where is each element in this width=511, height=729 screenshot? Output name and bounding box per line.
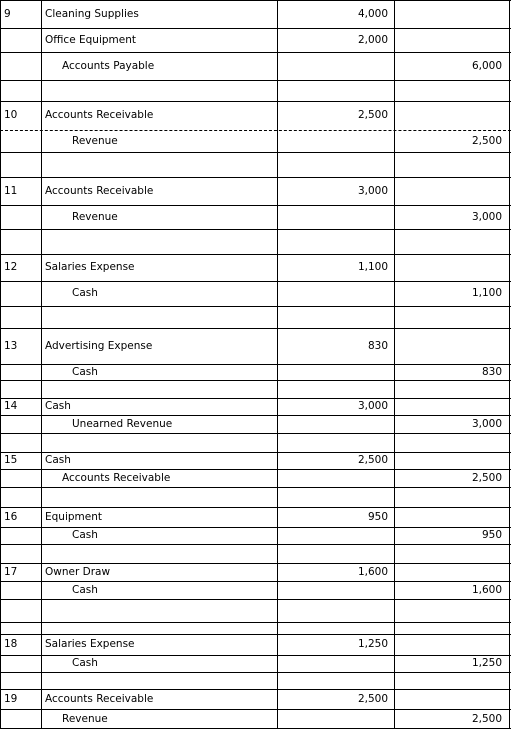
debit-text: 2,500: [357, 109, 388, 122]
journal-row: [0, 229, 511, 254]
account-text: Cash: [72, 529, 98, 542]
entry-number-cell[interactable]: [0, 380, 41, 398]
debit-cell[interactable]: [277, 101, 394, 130]
entry-number-text: 19: [4, 692, 18, 705]
entry-number-text: 16: [4, 510, 18, 523]
journal-row: [0, 634, 511, 655]
debit-cell[interactable]: [277, 487, 394, 507]
journal-row: [0, 205, 511, 229]
entry-number-cell[interactable]: [0, 254, 41, 281]
account-cell[interactable]: [41, 709, 277, 729]
account-cell[interactable]: [41, 380, 277, 398]
debit-cell[interactable]: [277, 655, 394, 672]
grid-line: [0, 622, 511, 623]
journal-row: [0, 177, 511, 205]
account-text: Cash: [72, 287, 98, 300]
journal-row: [0, 709, 511, 729]
account-text: Accounts Receivable: [45, 109, 154, 122]
journal-row: [0, 415, 511, 433]
credit-text: 2,500: [471, 712, 502, 725]
debit-text: 2,500: [357, 692, 388, 705]
entry-number-cell[interactable]: [0, 229, 41, 254]
credit-text: 1,600: [471, 583, 502, 596]
credit-cell[interactable]: [394, 0, 510, 28]
grid-line: [0, 80, 511, 81]
debit-cell[interactable]: [277, 177, 394, 205]
entry-number-cell[interactable]: [0, 177, 41, 205]
account-cell[interactable]: [41, 0, 277, 28]
entry-number-cell[interactable]: [0, 689, 41, 709]
debit-text: 3,000: [357, 400, 388, 413]
entry-number-cell[interactable]: [0, 622, 41, 634]
account-cell[interactable]: [41, 130, 277, 152]
credit-text: 3,000: [471, 417, 502, 430]
debit-cell[interactable]: [277, 622, 394, 634]
grid-line: [0, 28, 511, 29]
grid-line: [0, 563, 511, 564]
account-cell[interactable]: [41, 177, 277, 205]
grid-line: [0, 487, 511, 488]
grid-line: [0, 328, 511, 329]
debit-text: 1,600: [357, 565, 388, 578]
account-text: Cash: [45, 400, 71, 413]
account-cell[interactable]: [41, 581, 277, 599]
journal-row: [0, 254, 511, 281]
grid-line: [0, 0, 511, 1]
journal-row: [0, 672, 511, 689]
debit-cell[interactable]: [277, 28, 394, 52]
credit-text: 3,000: [471, 210, 502, 223]
grid-line: [0, 415, 511, 416]
entry-number-cell[interactable]: [0, 306, 41, 328]
journal-row: [0, 527, 511, 544]
account-text: Salaries Expense: [45, 638, 135, 651]
credit-cell[interactable]: [394, 655, 510, 672]
debit-cell[interactable]: [277, 152, 394, 177]
debit-text: 1,250: [357, 638, 388, 651]
credit-text: 2,500: [471, 134, 502, 147]
entry-number-text: 13: [4, 339, 18, 352]
account-cell[interactable]: [41, 229, 277, 254]
entry-number-cell[interactable]: [0, 0, 41, 28]
account-cell[interactable]: [41, 415, 277, 433]
debit-cell[interactable]: [277, 281, 394, 306]
journal-row: [0, 380, 511, 398]
grid-line: [0, 229, 511, 230]
account-cell[interactable]: [41, 634, 277, 655]
grid-line: [0, 527, 511, 528]
grid-line: [0, 398, 511, 399]
credit-cell[interactable]: [394, 469, 510, 487]
account-cell[interactable]: [41, 563, 277, 581]
account-cell[interactable]: [41, 205, 277, 229]
credit-text: 1,250: [471, 657, 502, 670]
account-cell[interactable]: [41, 152, 277, 177]
journal-row: [0, 622, 511, 634]
grid-line: [0, 507, 511, 508]
entry-number-cell[interactable]: [0, 672, 41, 689]
credit-cell[interactable]: [394, 527, 510, 544]
entry-number-cell[interactable]: [0, 452, 41, 469]
entry-number-cell[interactable]: [0, 28, 41, 52]
credit-cell[interactable]: [394, 229, 510, 254]
entry-number-cell[interactable]: [0, 101, 41, 130]
grid-line: [0, 52, 511, 53]
journal-row: [0, 433, 511, 452]
entry-number-cell[interactable]: [0, 507, 41, 527]
entry-number-cell[interactable]: [0, 469, 41, 487]
credit-cell[interactable]: [394, 101, 510, 130]
grid-line: [0, 544, 511, 545]
credit-cell[interactable]: [394, 433, 510, 452]
journal-row: [0, 328, 511, 364]
journal-row: [0, 689, 511, 709]
journal-row: [0, 581, 511, 599]
debit-cell[interactable]: [277, 205, 394, 229]
account-text: Owner Draw: [45, 565, 111, 578]
entry-number-text: 9: [4, 7, 11, 20]
journal-row: [0, 52, 511, 80]
account-cell[interactable]: [41, 364, 277, 380]
account-text: Accounts Receivable: [45, 184, 154, 197]
grid-line: [0, 599, 511, 600]
debit-text: 2,500: [357, 454, 388, 467]
account-text: Revenue: [72, 134, 118, 147]
entry-number-cell[interactable]: [0, 433, 41, 452]
account-cell[interactable]: [41, 599, 277, 622]
credit-cell[interactable]: [394, 415, 510, 433]
credit-cell[interactable]: [394, 563, 510, 581]
journal-row: [0, 130, 511, 152]
account-cell[interactable]: [41, 28, 277, 52]
debit-cell[interactable]: [277, 563, 394, 581]
debit-cell[interactable]: [277, 672, 394, 689]
credit-cell[interactable]: [394, 689, 510, 709]
credit-cell[interactable]: [394, 487, 510, 507]
grid-line: [0, 281, 511, 282]
debit-cell[interactable]: [277, 689, 394, 709]
debit-text: 950: [367, 510, 388, 523]
account-cell[interactable]: [41, 452, 277, 469]
entry-number-cell[interactable]: [0, 130, 41, 152]
entry-number-text: 12: [4, 261, 18, 274]
grid-line: [0, 306, 511, 307]
journal-row: [0, 398, 511, 415]
journal-row: [0, 487, 511, 507]
debit-cell[interactable]: [277, 306, 394, 328]
credit-cell[interactable]: [394, 398, 510, 415]
grid-line: [0, 452, 511, 453]
entry-number-cell[interactable]: [0, 655, 41, 672]
grid-line: [0, 152, 511, 153]
credit-text: 6,000: [471, 59, 502, 72]
debit-cell[interactable]: [277, 52, 394, 80]
account-text: Salaries Expense: [45, 261, 135, 274]
account-cell[interactable]: [41, 101, 277, 130]
account-cell[interactable]: [41, 672, 277, 689]
grid-line: [0, 177, 511, 178]
entry-number-cell[interactable]: [0, 599, 41, 622]
entry-number-cell[interactable]: [0, 415, 41, 433]
account-text: Revenue: [62, 712, 108, 725]
entry-number-cell[interactable]: [0, 205, 41, 229]
entry-number-cell[interactable]: [0, 328, 41, 364]
grid-line: [0, 130, 511, 131]
credit-cell[interactable]: [394, 306, 510, 328]
entry-number-text: 18: [4, 638, 18, 651]
credit-cell[interactable]: [394, 80, 510, 101]
grid-line: [0, 254, 511, 255]
entry-number-cell[interactable]: [0, 52, 41, 80]
account-text: Cash: [45, 454, 71, 467]
credit-cell[interactable]: [394, 177, 510, 205]
debit-cell[interactable]: [277, 254, 394, 281]
account-cell[interactable]: [41, 52, 277, 80]
account-text: Accounts Receivable: [45, 692, 154, 705]
credit-cell[interactable]: [394, 328, 510, 364]
credit-text: 950: [481, 529, 502, 542]
entry-number-cell[interactable]: [0, 634, 41, 655]
entry-number-text: 17: [4, 565, 18, 578]
entry-number-text: 10: [4, 109, 18, 122]
credit-text: 830: [481, 365, 502, 378]
credit-cell[interactable]: [394, 380, 510, 398]
credit-cell[interactable]: [394, 281, 510, 306]
journal-row: [0, 469, 511, 487]
account-cell[interactable]: [41, 433, 277, 452]
entry-number-cell[interactable]: [0, 281, 41, 306]
credit-cell[interactable]: [394, 364, 510, 380]
debit-cell[interactable]: [277, 130, 394, 152]
entry-number-cell[interactable]: [0, 527, 41, 544]
entry-number-cell[interactable]: [0, 709, 41, 729]
credit-text: 2,500: [471, 471, 502, 484]
entry-number-cell[interactable]: [0, 563, 41, 581]
journal-row: [0, 0, 511, 28]
account-cell[interactable]: [41, 527, 277, 544]
account-text: Equipment: [45, 510, 102, 523]
grid-line: [0, 364, 511, 365]
debit-text: 3,000: [357, 184, 388, 197]
account-cell[interactable]: [41, 328, 277, 364]
journal-row: [0, 306, 511, 328]
entry-number-text: 14: [4, 400, 18, 413]
debit-cell[interactable]: [277, 398, 394, 415]
journal-row: [0, 507, 511, 527]
debit-cell[interactable]: [277, 328, 394, 364]
entry-number-cell[interactable]: [0, 152, 41, 177]
credit-text: 1,100: [471, 287, 502, 300]
credit-cell[interactable]: [394, 28, 510, 52]
account-text: Accounts Payable: [62, 59, 155, 72]
journal-row: [0, 364, 511, 380]
debit-text: 2,000: [357, 33, 388, 46]
credit-cell[interactable]: [394, 634, 510, 655]
account-text: Cash: [72, 583, 98, 596]
account-cell[interactable]: [41, 469, 277, 487]
account-text: Revenue: [72, 210, 118, 223]
debit-cell[interactable]: [277, 599, 394, 622]
grid-line: [0, 380, 511, 381]
account-text: Accounts Receivable: [62, 471, 171, 484]
account-cell[interactable]: [41, 544, 277, 563]
grid-line: [0, 689, 511, 690]
journal-row: [0, 452, 511, 469]
debit-cell[interactable]: [277, 469, 394, 487]
credit-cell[interactable]: [394, 507, 510, 527]
entry-number-text: 15: [4, 454, 18, 467]
debit-cell[interactable]: [277, 229, 394, 254]
entry-number-cell[interactable]: [0, 487, 41, 507]
grid-line: [0, 655, 511, 656]
account-text: Cleaning Supplies: [45, 7, 139, 20]
entry-number-cell[interactable]: [0, 80, 41, 101]
credit-cell[interactable]: [394, 152, 510, 177]
entry-number-text: 11: [4, 184, 18, 197]
journal-row: [0, 28, 511, 52]
debit-cell[interactable]: [277, 433, 394, 452]
journal-row: [0, 152, 511, 177]
journal-row: [0, 281, 511, 306]
account-cell[interactable]: [41, 254, 277, 281]
debit-cell[interactable]: [277, 581, 394, 599]
account-text: Cash: [72, 365, 98, 378]
account-cell[interactable]: [41, 655, 277, 672]
grid-line: [0, 469, 511, 470]
credit-cell[interactable]: [394, 709, 510, 729]
account-text: Office Equipment: [45, 33, 136, 46]
credit-cell[interactable]: [394, 544, 510, 563]
debit-cell[interactable]: [277, 709, 394, 729]
debit-cell[interactable]: [277, 507, 394, 527]
journal-row: [0, 101, 511, 130]
account-text: Unearned Revenue: [72, 417, 173, 430]
credit-cell[interactable]: [394, 581, 510, 599]
debit-cell[interactable]: [277, 415, 394, 433]
credit-cell[interactable]: [394, 622, 510, 634]
grid-line: [0, 672, 511, 673]
account-cell[interactable]: [41, 622, 277, 634]
account-cell[interactable]: [41, 507, 277, 527]
account-cell[interactable]: [41, 689, 277, 709]
account-cell[interactable]: [41, 306, 277, 328]
journal-row: [0, 544, 511, 563]
entry-number-cell[interactable]: [0, 544, 41, 563]
debit-text: 830: [367, 339, 388, 352]
journal-row: [0, 80, 511, 101]
debit-cell[interactable]: [277, 80, 394, 101]
grid-line: [0, 581, 511, 582]
credit-cell[interactable]: [394, 254, 510, 281]
account-cell[interactable]: [41, 487, 277, 507]
credit-cell[interactable]: [394, 599, 510, 622]
debit-cell[interactable]: [277, 527, 394, 544]
credit-cell[interactable]: [394, 130, 510, 152]
debit-cell[interactable]: [277, 364, 394, 380]
journal-row: [0, 599, 511, 622]
grid-line: [0, 634, 511, 635]
grid-line: [0, 433, 511, 434]
grid-line: [0, 205, 511, 206]
credit-cell[interactable]: [394, 672, 510, 689]
debit-cell[interactable]: [277, 544, 394, 563]
account-text: Cash: [72, 657, 98, 670]
credit-cell[interactable]: [394, 452, 510, 469]
credit-cell[interactable]: [394, 205, 510, 229]
account-text: Advertising Expense: [45, 339, 153, 352]
entry-number-cell[interactable]: [0, 364, 41, 380]
journal-row: [0, 655, 511, 672]
entry-number-cell[interactable]: [0, 581, 41, 599]
grid-line: [0, 101, 511, 102]
account-cell[interactable]: [41, 281, 277, 306]
credit-cell[interactable]: [394, 52, 510, 80]
grid-line: [0, 709, 511, 710]
account-cell[interactable]: [41, 80, 277, 101]
debit-text: 4,000: [357, 7, 388, 20]
account-cell[interactable]: [41, 398, 277, 415]
entry-number-cell[interactable]: [0, 398, 41, 415]
debit-cell[interactable]: [277, 634, 394, 655]
debit-cell[interactable]: [277, 380, 394, 398]
journal-row: [0, 563, 511, 581]
debit-cell[interactable]: [277, 0, 394, 28]
debit-cell[interactable]: [277, 452, 394, 469]
debit-text: 1,100: [357, 261, 388, 274]
